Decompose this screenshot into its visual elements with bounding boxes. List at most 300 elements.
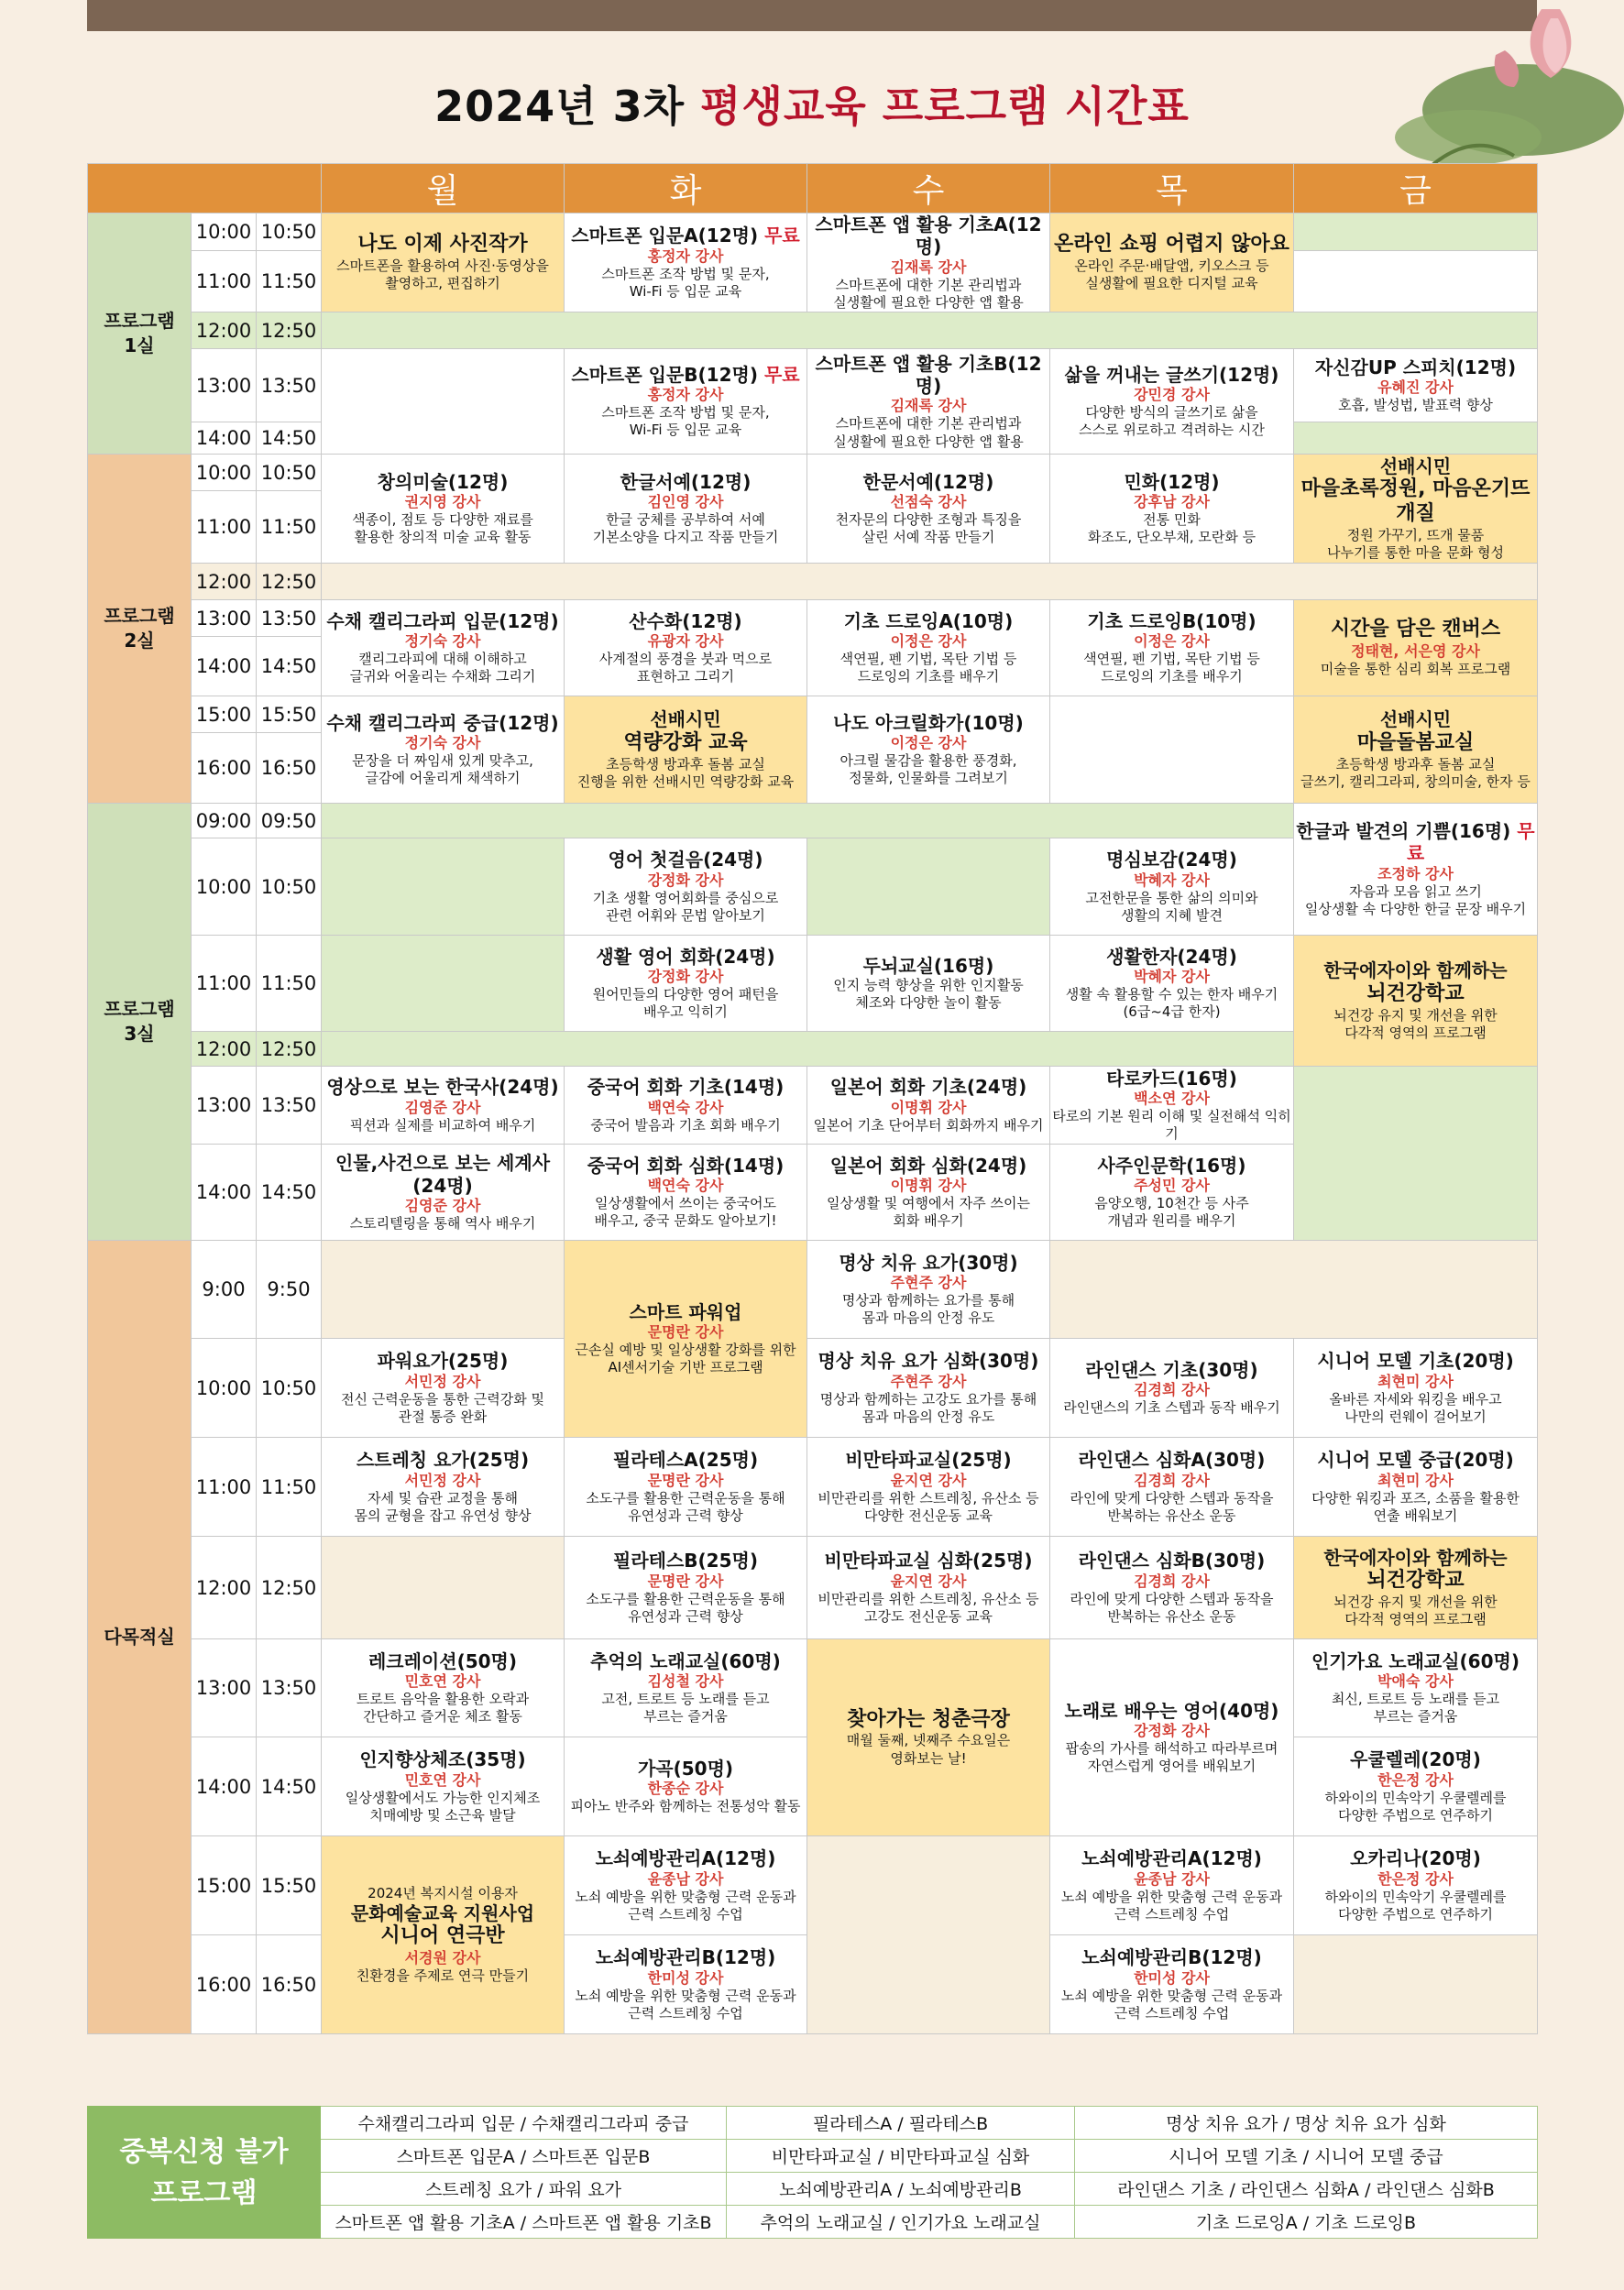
program-title: 추억의 노래교실(60명)	[590, 1649, 781, 1672]
instructor: 강후남 강사	[1134, 493, 1210, 511]
program-desc: 색종이, 점토 등 다양한 재료를 활용한 창의적 미술 교육 활동	[352, 511, 533, 546]
end-time: 10:50	[257, 1339, 322, 1438]
day-header: 화	[565, 164, 807, 214]
program-cell	[1050, 1639, 1294, 1836]
program-cell	[807, 214, 1050, 312]
program-cell	[1294, 1639, 1538, 1737]
room-label: 프로그램 3실	[88, 804, 192, 1241]
header-corner	[88, 164, 322, 214]
program-cell	[1050, 1935, 1294, 2034]
program-cell	[322, 1639, 565, 1737]
instructor: 최현미 강사	[1377, 1471, 1454, 1489]
end-time: 12:50	[257, 312, 322, 349]
program-cell	[565, 838, 807, 936]
instructor: 홍정자 강사	[647, 247, 724, 265]
program-title: 비만타파교실(25명)	[845, 1449, 1012, 1472]
legend-item: 추억의 노래교실 / 인기가요 노래교실	[727, 2206, 1075, 2239]
instructor: 김경희 강사	[1134, 1381, 1210, 1399]
legend-item: 스마트폰 입문A / 스마트폰 입문B	[321, 2140, 727, 2173]
program-title: 인물,사건으로 보는 세계사(24명)	[335, 1152, 551, 1197]
program-desc: 친환경을 주제로 연극 만들기	[356, 1967, 530, 1985]
schedule-table	[87, 163, 1538, 2034]
instructor: 주현주 강사	[890, 1274, 967, 1292]
end-time: 15:50	[257, 1836, 322, 1935]
day-header: 수	[807, 164, 1050, 214]
program-cell	[1050, 349, 1294, 455]
start-time: 14:00	[192, 637, 257, 696]
program-desc: 팝송의 가사를 해석하고 따라부르며 자연스럽게 영어를 배워보기	[1065, 1740, 1278, 1775]
program-title: 비만타파교실 심화(25명)	[824, 1550, 1033, 1572]
program-cell	[565, 1737, 807, 1836]
program-cell	[1050, 600, 1294, 696]
day-header: 금	[1294, 164, 1538, 214]
instructor: 윤종남 강사	[1134, 1869, 1210, 1888]
instructor: 주현주 강사	[890, 1372, 967, 1390]
instructor: 김재록 강사	[890, 257, 967, 276]
program-title: 스트레칭 요가(25명)	[356, 1449, 530, 1472]
program-desc: 최신, 트로트 등 노래를 듣고 부르는 즐거움	[1331, 1691, 1500, 1726]
empty-cell	[322, 1537, 565, 1639]
program-cell	[322, 1438, 565, 1537]
program-desc: 한글 궁체를 공부하여 서예 기본소양을 다지고 작품 만들기	[592, 511, 779, 546]
program-desc: 스마트폰에 대한 기본 관리법과 실생활에 필요한 다양한 앱 활용	[833, 276, 1024, 311]
title-prefix: 2024년 3차	[434, 82, 701, 131]
title-accent: 평생교육 프로그램 시간표	[700, 82, 1190, 131]
start-time: 15:00	[192, 696, 257, 733]
instructor: 이정은 강사	[890, 734, 967, 752]
program-title: 일본어 회화 기초(24명)	[829, 1076, 1027, 1099]
program-title: 한국에자이와 함께하는	[1323, 1546, 1508, 1569]
lunch-band	[322, 1032, 1294, 1067]
program-desc: 뇌건강 유지 및 개선을 위한 다각적 영역의 프로그램	[1333, 1594, 1498, 1628]
program-cell	[1294, 1737, 1538, 1836]
program-desc: 초등학생 방과후 돌봄 교실 글쓰기, 캘리그라피, 창의미술, 한자 등	[1300, 755, 1531, 790]
end-time: 14:50	[257, 637, 322, 696]
instructor: 백연숙 강사	[647, 1098, 724, 1116]
instructor: 정기숙 강사	[404, 734, 481, 752]
start-time: 12:00	[192, 312, 257, 349]
end-time: 11:50	[257, 250, 322, 312]
program-desc: 고전, 트로트 등 노래를 듣고 부르는 즐거움	[601, 1691, 770, 1726]
program-cell	[1294, 349, 1538, 422]
program-cell	[322, 214, 565, 312]
program-desc: 피아노 반주와 함께하는 전통성악 활동	[570, 1798, 801, 1815]
instructor: 윤종남 강사	[647, 1869, 724, 1888]
program-title: 명상 치유 요가(30명)	[839, 1251, 1018, 1274]
program-desc: 자세 및 습관 교정을 통해 몸의 균형을 잡고 유연성 향상	[354, 1489, 532, 1524]
program-desc: 캘리그라피에 대해 이해하고 글귀와 어울리는 수채화 그리기	[349, 651, 536, 685]
program-cell	[807, 600, 1050, 696]
program-desc: 스토리텔링을 통해 역사 배우기	[349, 1214, 536, 1232]
program-cell	[565, 1836, 807, 1935]
program-title-line2: 역량강화 교육	[623, 730, 748, 754]
end-time: 16:50	[257, 733, 322, 804]
program-desc: 일상생활에서 쓰이는 중국어도 배우고, 중국 문화도 알아보기!	[594, 1195, 777, 1230]
program-title: 인기가요 노래교실(60명)	[1311, 1649, 1520, 1672]
program-title: 한문서예(12명)	[862, 470, 994, 493]
instructor: 김인영 강사	[647, 493, 724, 511]
program-title: 중국어 회화 심화(14명)	[587, 1154, 785, 1177]
program-cell	[565, 936, 807, 1032]
instructor: 이정은 강사	[890, 632, 967, 651]
program-title: 라인댄스 심화B(30명)	[1078, 1550, 1266, 1572]
end-time: 11:50	[257, 491, 322, 564]
instructor: 백소연 강사	[1134, 1090, 1210, 1108]
start-time: 09:00	[192, 804, 257, 838]
free-badge: 무료	[1406, 820, 1535, 865]
duplicate-restriction-table	[87, 2106, 1538, 2239]
instructor: 한종순 강사	[647, 1780, 724, 1798]
instructor: 김영준 강사	[404, 1098, 481, 1116]
program-desc: 사계절의 풍경을 붓과 먹으로 표현하고 그리기	[598, 651, 773, 685]
program-title: 노쇠예방관리A(12명)	[595, 1847, 776, 1870]
empty-cell	[1294, 422, 1538, 455]
empty-cell	[1294, 1935, 1538, 2034]
program-desc: 근손실 예방 및 일상생활 강화를 위한 AI센서기술 기반 프로그램	[575, 1342, 796, 1376]
program-cell	[807, 936, 1050, 1032]
end-time: 14:50	[257, 1145, 322, 1241]
program-cell	[1050, 1145, 1294, 1241]
empty-cell	[1294, 214, 1538, 251]
start-time: 15:00	[192, 1836, 257, 1935]
program-desc: 원어민들의 다양한 영어 패턴을 배우고 익히기	[592, 986, 779, 1021]
program-cell	[807, 349, 1050, 455]
program-cell	[565, 455, 807, 564]
program-title: 두뇌교실(16명)	[862, 954, 994, 977]
legend-header: 중복신청 불가 프로그램	[88, 2107, 321, 2239]
program-title: 자신감UP 스피치(12명)	[1314, 356, 1517, 378]
instructor: 한은정 강사	[1377, 1770, 1454, 1789]
legend-item: 스트레칭 요가 / 파워 요가	[321, 2173, 727, 2206]
start-time: 14:00	[192, 422, 257, 455]
program-title: 필라테스A(25명)	[612, 1449, 759, 1472]
program-desc: 노쇠 예방을 위한 맞춤형 근력 운동과 근력 스트레칭 수업	[1060, 1987, 1283, 2022]
empty-cell	[807, 838, 1050, 936]
instructor: 서민정 강사	[404, 1471, 481, 1489]
program-cell	[1294, 804, 1538, 936]
instructor: 서민정 강사	[404, 1372, 481, 1390]
program-cell	[1294, 1339, 1538, 1438]
instructor: 김재록 강사	[890, 397, 967, 415]
instructor: 백연숙 강사	[647, 1177, 724, 1195]
program-title: 사주인문학(16명)	[1097, 1154, 1246, 1177]
empty-cell	[322, 349, 565, 455]
program-desc: 매월 둘째, 넷째주 수요일은 영화보는 날!	[846, 1732, 1011, 1767]
program-desc: 초등학생 방과후 돌봄 교실 진행을 위한 선배시민 역량강화 교육	[576, 755, 795, 790]
program-cell	[565, 1145, 807, 1241]
instructor: 최현미 강사	[1377, 1372, 1454, 1390]
program-title: 온라인 쇼핑 어렵지 않아요	[1054, 232, 1289, 256]
program-desc: 다양한 워킹과 포즈, 소품을 활용한 연출 배워보기	[1311, 1489, 1520, 1524]
end-time: 14:50	[257, 1737, 322, 1836]
instructor: 이정은 강사	[1134, 632, 1210, 651]
program-desc: 비만관리를 위한 스트레칭, 유산소 등 다양한 전신운동 교육	[817, 1489, 1039, 1524]
program-cell	[1294, 1438, 1538, 1537]
program-title: 선배시민	[1379, 708, 1452, 731]
empty-cell	[322, 1241, 565, 1339]
end-time: 9:50	[257, 1241, 322, 1339]
free-badge: 무료	[763, 363, 800, 386]
program-cell	[322, 1339, 565, 1438]
empty-cell	[1294, 250, 1538, 312]
program-title: 명심보감(24명)	[1106, 849, 1237, 871]
start-time: 13:00	[192, 1639, 257, 1737]
program-title: 중국어 회화 기초(14명)	[587, 1076, 785, 1099]
program-title: 영상으로 보는 한국사(24명)	[326, 1076, 559, 1099]
program-title: 선배시민	[650, 708, 721, 731]
instructor: 문명란 강사	[647, 1572, 724, 1590]
room-label: 다목적실	[88, 1241, 192, 2034]
end-time: 10:50	[257, 214, 322, 251]
legend-item: 시니어 모델 기초 / 시니어 모델 중급	[1075, 2140, 1538, 2173]
program-cell	[565, 1438, 807, 1537]
program-cell	[807, 455, 1050, 564]
start-time: 14:00	[192, 1145, 257, 1241]
instructor: 김경희 강사	[1134, 1471, 1210, 1489]
program-desc: 일상생활에서도 가능한 인지체조 치매예방 및 소근육 발달	[345, 1789, 541, 1824]
instructor: 선점숙 강사	[890, 493, 967, 511]
day-header: 목	[1050, 164, 1294, 214]
program-cell	[807, 1639, 1050, 1836]
program-title-line2: 뇌건강학교	[1366, 1569, 1465, 1593]
program-title: 찾아가는 청춘극장	[847, 1707, 1010, 1731]
instructor: 유광자 강사	[647, 632, 724, 651]
program-title: 노래로 배우는 영어(40명)	[1064, 1699, 1279, 1722]
program-cell	[1050, 1537, 1294, 1639]
program-cell	[1294, 600, 1538, 696]
program-title: 스마트 파워업	[629, 1300, 742, 1323]
instructor: 이명휘 강사	[890, 1177, 967, 1195]
program-title: 기초 드로잉A(10명)	[843, 609, 1014, 632]
instructor: 조정하 강사	[1377, 864, 1454, 882]
program-title: 가곡(50명)	[637, 1757, 734, 1780]
program-desc: 트로트 음악을 활용한 오락과 간단하고 즐거운 체조 활동	[356, 1691, 530, 1726]
program-title-line2: 시니어 연극반	[380, 1924, 505, 1948]
program-desc: 색연필, 펜 기법, 목탄 기법 등 드로잉의 기초를 배우기	[1083, 651, 1260, 685]
room-label: 프로그램 2실	[88, 455, 192, 804]
top-band	[87, 0, 1537, 31]
legend-item: 스마트폰 앱 활용 기초A / 스마트폰 앱 활용 기초B	[321, 2206, 727, 2239]
instructor: 권지영 강사	[404, 493, 481, 511]
program-cell	[1050, 455, 1294, 564]
instructor: 문명란 강사	[647, 1323, 724, 1342]
instructor: 민호연 강사	[404, 1770, 481, 1789]
instructor: 유혜진 강사	[1377, 378, 1454, 397]
end-time: 15:50	[257, 696, 322, 733]
start-time: 13:00	[192, 1067, 257, 1145]
program-desc: 문장을 더 짜임새 있게 맞추고, 글감에 어울리게 채색하기	[352, 752, 533, 787]
start-time: 11:00	[192, 491, 257, 564]
program-desc: 타로의 기본 원리 이해 및 실전해석 익히기	[1052, 1108, 1291, 1143]
program-cell	[1050, 1067, 1294, 1145]
program-cell	[1294, 1836, 1538, 1935]
program-cell	[1294, 1537, 1538, 1639]
program-title-line2: 마을초록정원, 마음온기뜨개질	[1300, 477, 1531, 526]
program-cell	[1050, 1339, 1294, 1438]
program-cell	[322, 1067, 565, 1145]
instructor: 한미성 강사	[1134, 1968, 1210, 1987]
empty-cell	[1050, 696, 1294, 804]
program-subtitle: 2024년 복지시설 이용자	[368, 1884, 518, 1901]
program-cell	[565, 349, 807, 455]
start-time: 14:00	[192, 1737, 257, 1836]
instructor: 서경원 강사	[404, 1949, 481, 1967]
instructor: 박혜자 강사	[1134, 968, 1210, 986]
program-title-line2: 뇌건강학교	[1366, 981, 1465, 1005]
program-title: 일본어 회화 심화(24명)	[829, 1154, 1027, 1177]
instructor: 박애숙 강사	[1377, 1672, 1454, 1691]
program-title: 우쿨렐레(20명)	[1350, 1748, 1481, 1771]
program-cell	[807, 1067, 1050, 1145]
instructor: 문명란 강사	[647, 1471, 724, 1489]
program-cell	[1050, 1438, 1294, 1537]
program-desc: 올바른 자세와 워킹을 배우고 나만의 런웨이 걸어보기	[1329, 1390, 1502, 1425]
program-desc: 아크릴 물감을 활용한 풍경화, 정물화, 인물화를 그려보기	[839, 752, 1017, 787]
legend-item: 필라테스A / 필라테스B	[727, 2107, 1075, 2140]
program-cell	[322, 696, 565, 804]
program-desc: 라인에 맞게 다양한 스텝과 동작을 반복하는 유산소 운동	[1070, 1590, 1274, 1625]
start-time: 13:00	[192, 349, 257, 422]
legend-item: 노쇠예방관리A / 노쇠예방관리B	[727, 2173, 1075, 2206]
program-title: 수채 캘리그라피 중급(12명)	[326, 711, 559, 734]
page-title	[0, 73, 1624, 134]
instructor: 강정화 강사	[647, 871, 724, 889]
instructor: 강정화 강사	[1134, 1722, 1210, 1740]
program-cell	[565, 600, 807, 696]
program-title: 삶을 꺼내는 글쓰기(12명)	[1064, 363, 1279, 386]
lunch-band	[322, 564, 1538, 600]
room-label: 프로그램 1실	[88, 214, 192, 455]
program-desc: 전통 민화 화조도, 단오부채, 모란화 등	[1087, 511, 1256, 546]
instructor: 이명휘 강사	[890, 1098, 967, 1116]
program-desc: 천자문의 다양한 조형과 특징을 살린 서예 작품 만들기	[835, 511, 1022, 546]
program-cell	[565, 1067, 807, 1145]
program-cell	[1050, 1836, 1294, 1935]
program-title: 오카리나(20명)	[1350, 1847, 1481, 1870]
instructor: 민호연 강사	[404, 1672, 481, 1691]
program-cell	[565, 696, 807, 804]
program-desc: 정원 가꾸기, 뜨개 물품 나누기를 통한 마을 문화 형성	[1327, 526, 1504, 562]
instructor: 김영준 강사	[404, 1196, 481, 1214]
instructor: 정기숙 강사	[404, 632, 481, 651]
program-desc: 스마트폰에 대한 기본 관리법과 실생활에 필요한 다양한 앱 활용	[833, 415, 1024, 450]
start-time: 10:00	[192, 838, 257, 936]
program-desc: 노쇠 예방을 위한 맞춤형 근력 운동과 근력 스트레칭 수업	[575, 1987, 796, 2022]
program-desc: 일본어 기초 단어부터 회화까지 배우기	[813, 1116, 1044, 1134]
program-desc: 비만관리를 위한 스트레칭, 유산소 등 고강도 전신운동 교육	[817, 1590, 1039, 1625]
end-time: 10:50	[257, 455, 322, 491]
instructor: 홍정자 강사	[647, 386, 724, 404]
program-desc: 인지 능력 향상을 위한 인지활동 체조와 다양한 놀이 활동	[833, 977, 1024, 1012]
program-desc: 생활 속 활용할 수 있는 한자 배우기 (6급~4급 한자)	[1065, 986, 1278, 1021]
program-desc: 자음과 모음 읽고 쓰기 일상생활 속 다양한 한글 문장 배우기	[1304, 882, 1527, 918]
program-cell	[807, 1537, 1050, 1639]
program-title: 인지향상체조(35명)	[359, 1748, 526, 1771]
program-desc: 라인에 맞게 다양한 스텝과 동작을 반복하는 유산소 운동	[1070, 1489, 1274, 1524]
program-title: 한국에자이와 함께하는	[1323, 959, 1508, 982]
start-time: 12:00	[192, 564, 257, 600]
program-desc: 명상과 함께하는 요가를 통해 몸과 마음의 안정 유도	[841, 1292, 1015, 1327]
legend-item: 기초 드로잉A / 기초 드로잉B	[1075, 2206, 1538, 2239]
program-desc: 다양한 방식의 글쓰기로 삶을 스스로 위로하고 격려하는 시간	[1079, 404, 1265, 439]
program-cell	[322, 600, 565, 696]
start-time: 12:00	[192, 1537, 257, 1639]
start-time: 10:00	[192, 214, 257, 251]
program-desc: 스마트폰 조작 방법 및 문자, Wi-Fi 등 입문 교육	[601, 404, 770, 439]
program-cell	[807, 1339, 1050, 1438]
program-title: 스마트폰 앱 활용 기초B(12명)	[815, 352, 1042, 397]
program-title: 시니어 모델 기초(20명)	[1317, 1350, 1514, 1373]
program-desc: 뇌건강 유지 및 개선을 위한 다각적 영역의 프로그램	[1333, 1006, 1498, 1041]
program-desc: 라인댄스의 기초 스텝과 동작 배우기	[1063, 1399, 1280, 1417]
program-title: 라인댄스 기초(30명)	[1085, 1358, 1258, 1381]
end-time: 09:50	[257, 804, 322, 838]
program-cell	[565, 214, 807, 312]
end-time: 16:50	[257, 1935, 322, 2034]
instructor: 윤지연 강사	[890, 1572, 967, 1590]
program-title: 수채 캘리그라피 입문(12명)	[326, 609, 559, 632]
legend-item: 비만타파교실 / 비만타파교실 심화	[727, 2140, 1075, 2173]
start-time: 10:00	[192, 455, 257, 491]
lunch-band	[322, 312, 1538, 349]
program-cell	[322, 1737, 565, 1836]
end-time: 13:50	[257, 600, 322, 637]
program-cell	[565, 1639, 807, 1737]
start-time: 13:00	[192, 600, 257, 637]
program-title: 한글서예(12명)	[620, 470, 752, 493]
program-title: 민화(12명)	[1124, 470, 1220, 493]
program-title: 시간을 담은 캔버스	[1330, 618, 1501, 641]
instructor: 강정화 강사	[647, 968, 724, 986]
program-title: 스마트폰 입문B(12명)	[571, 363, 758, 386]
program-desc: 소도구를 활용한 근력운동을 통해 유연성과 근력 향상	[586, 1489, 785, 1524]
instructor: 강민경 강사	[1134, 386, 1210, 404]
program-title: 한글과 발견의 기쁨(16명)	[1296, 820, 1511, 843]
program-desc: 노쇠 예방을 위한 맞춤형 근력 운동과 근력 스트레칭 수업	[1060, 1888, 1283, 1923]
program-title: 노쇠예방관리B(12명)	[595, 1946, 776, 1969]
legend-item: 명상 치유 요가 / 명상 치유 요가 심화	[1075, 2107, 1538, 2140]
program-cell	[1294, 696, 1538, 804]
program-cell	[322, 1836, 565, 2034]
program-desc: 중국어 발음과 기초 회화 배우기	[590, 1116, 781, 1134]
program-title: 기초 드로잉B(10명)	[1087, 609, 1256, 632]
program-cell	[807, 696, 1050, 804]
program-cell	[322, 1145, 565, 1241]
end-time: 12:50	[257, 564, 322, 600]
start-time: 11:00	[192, 936, 257, 1032]
start-time: 12:00	[192, 1032, 257, 1067]
end-time: 11:50	[257, 936, 322, 1032]
program-title: 창의미술(12명)	[377, 470, 509, 493]
empty-band	[322, 804, 1294, 838]
program-title: 생활한자(24명)	[1106, 945, 1237, 968]
end-time: 13:50	[257, 1639, 322, 1737]
program-desc: 온라인 주문·배달앱, 키오스크 등 실생활에 필요한 디지털 교육	[1074, 257, 1269, 291]
program-desc: 일상생활 및 여행에서 자주 쓰이는 회화 배우기	[827, 1195, 1030, 1230]
empty-cell	[807, 1836, 1050, 2034]
program-cell	[807, 1438, 1050, 1537]
empty-band	[1050, 1241, 1538, 1339]
empty-cell	[1294, 1067, 1538, 1241]
end-time: 12:50	[257, 1537, 322, 1639]
legend-item: 수채캘리그라피 입문 / 수채캘리그라피 중급	[321, 2107, 727, 2140]
program-title: 나도 아크릴화가(10명)	[833, 711, 1024, 734]
program-title: 시니어 모델 중급(20명)	[1317, 1449, 1514, 1472]
program-desc: 픽션과 실제를 비교하여 배우기	[349, 1116, 536, 1134]
program-title: 파워요가(25명)	[377, 1350, 509, 1373]
program-desc: 명상과 함께하는 고강도 요가를 통해 몸과 마음의 안정 유도	[819, 1390, 1037, 1425]
free-badge: 무료	[764, 225, 800, 247]
